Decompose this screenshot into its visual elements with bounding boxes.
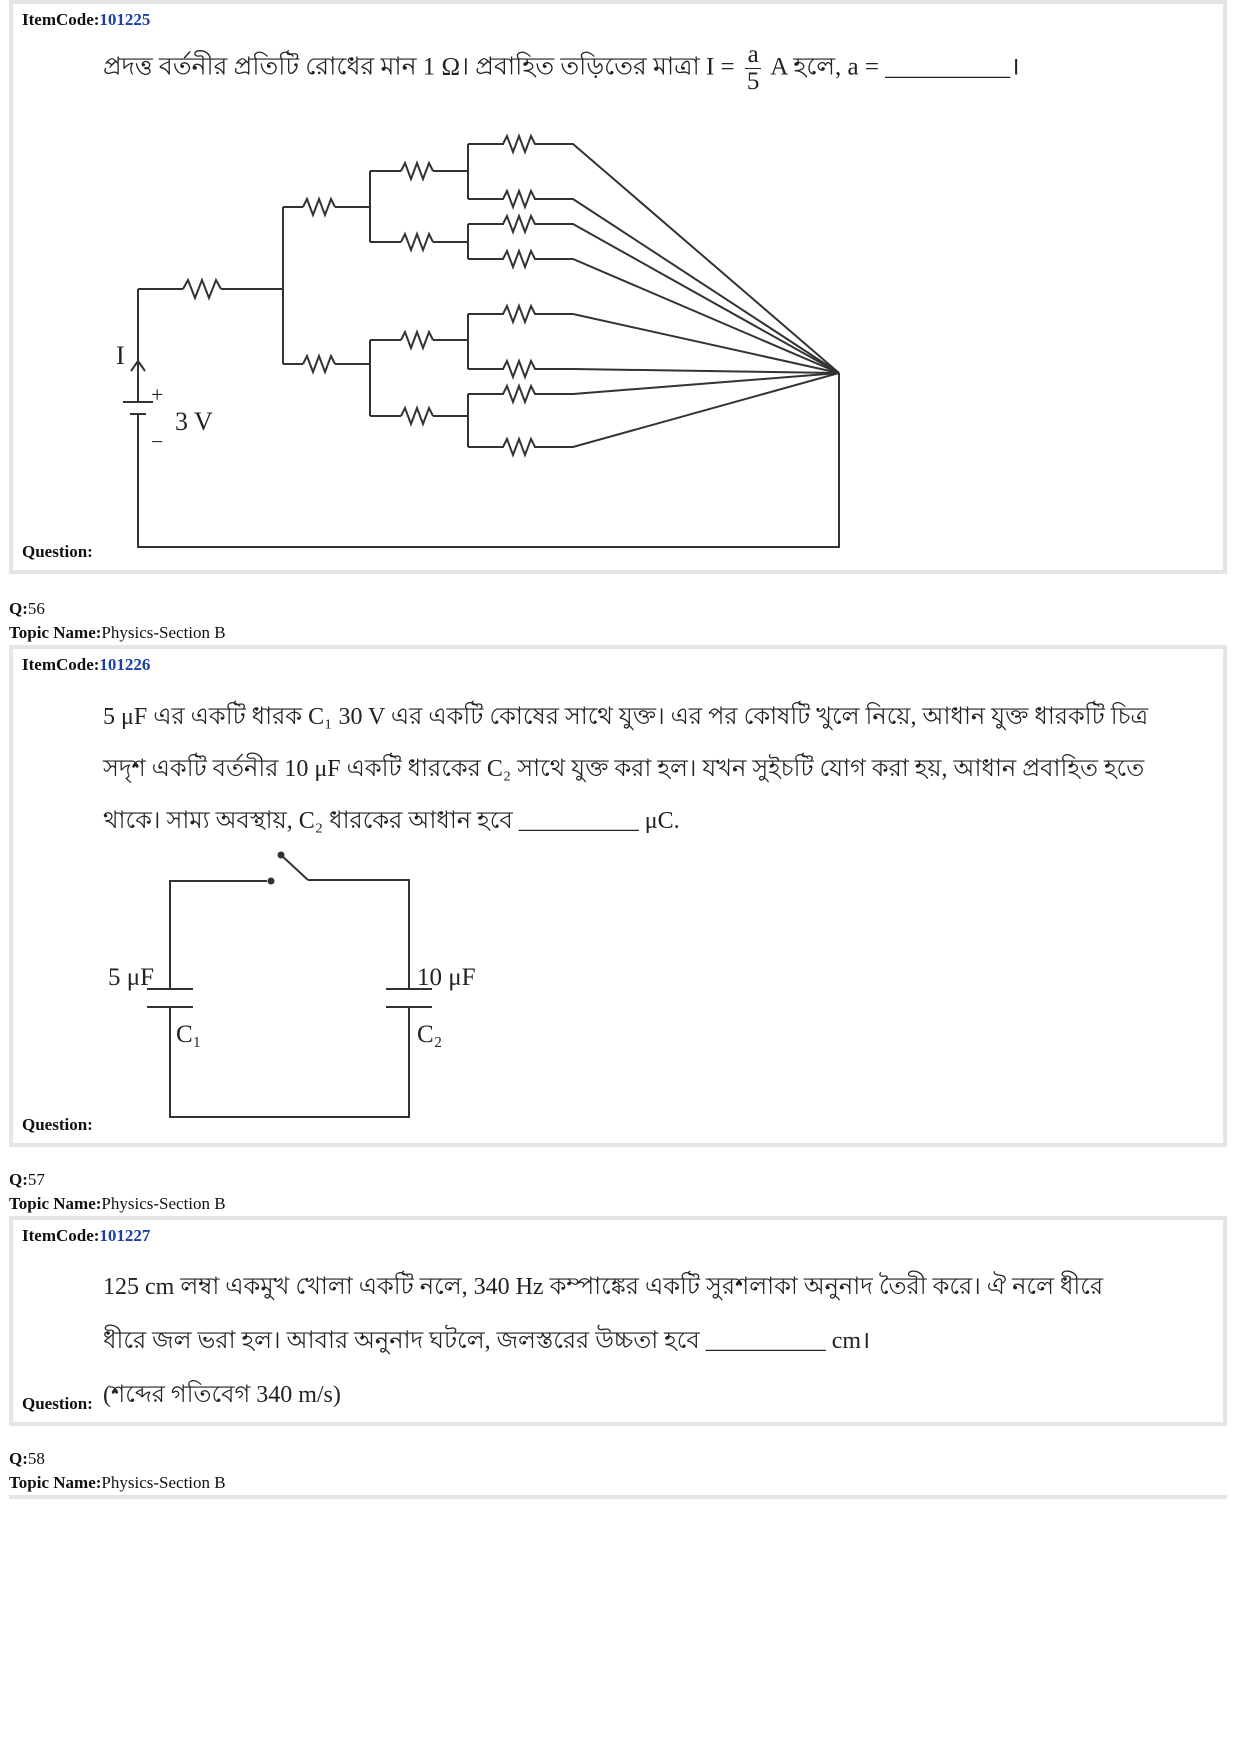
card-top-border (9, 1495, 1227, 1499)
question-label: Question: (22, 1394, 93, 1413)
topic-name: Physics-Section B (101, 1473, 226, 1492)
question-meta-56: Q:56 Topic Name:Physics-Section B (9, 599, 226, 642)
c2-value-label: 10 μF (417, 964, 476, 991)
question-card-101226 (9, 645, 1227, 1147)
question-label: Question: (22, 1115, 93, 1134)
itemcode-number: 101225 (99, 10, 151, 29)
question-card-101225 (9, 0, 1227, 574)
itemcode-number: 101227 (99, 1226, 151, 1245)
plus-sign: + (151, 382, 164, 407)
resistor-network-diagram (13, 4, 1223, 564)
question-text: প্রদত্ত বর্তনীর প্রতিটি রোধের মান 1 Ω। প্রবাহিত তড়িতের মাত্রা I = $\frac{a}{5}$ A হলে, a = __________। (103, 41, 1020, 96)
c1-name-label: C₁ (176, 1021, 202, 1048)
itemcode-label: ItemCode:101226 (22, 655, 151, 674)
question-label: Question: (22, 542, 93, 561)
current-label: I (116, 341, 125, 370)
itemcode-label: ItemCode:101227 (22, 1226, 151, 1245)
capacitor-circuit-diagram (13, 649, 613, 1149)
wire-bottom-return (138, 373, 839, 547)
topic-name: Physics-Section B (101, 1194, 226, 1213)
question-text: 125 cm লম্বা একমুখ খোলা একটি নলে, 340 Hz কম্পাঙ্কের একটি সুরশলাকা অনুনাদ তৈরী করে। ঐ নলে ধীরে ধীরে জল ভরা হল। আবার অনুনাদ ঘটলে, জলস্তরের উচ্চতা হবে __________ cm। (শব্দের গতিবেগ 340 m/s) (103, 1274, 1104, 1408)
question-card-101227 (9, 1216, 1227, 1426)
wire-left-top (170, 881, 267, 989)
question-number: 57 (27, 1170, 45, 1189)
resistor-upper-1 (303, 199, 335, 215)
minus-sign: − (151, 429, 164, 454)
resistor-main (183, 280, 221, 298)
fraction-a-over-5: $\frac{a}{5}$ (746, 41, 760, 96)
resistor-lower-2a (401, 332, 433, 348)
question-meta-57: Q:57 Topic Name:Physics-Section B (9, 1170, 226, 1213)
question-number: 58 (27, 1449, 45, 1468)
resistor-lower-1 (303, 356, 335, 372)
resistor-upper-2a (401, 163, 433, 179)
switch-lever (281, 855, 308, 880)
resistor-leaf-group (468, 136, 839, 455)
itemcode-label: ItemCode:101225 (22, 10, 151, 29)
wire-right-top (308, 880, 409, 989)
resistor-lower-2b (401, 408, 433, 424)
question-number: 56 (27, 599, 45, 618)
resistor-upper-2b (401, 234, 433, 250)
c1-value-label: 5 μF (108, 964, 155, 991)
itemcode-number: 101226 (99, 655, 151, 674)
topic-name: Physics-Section B (101, 623, 226, 642)
question-meta-58: Q:58 Topic Name:Physics-Section B (9, 1449, 226, 1492)
c2-name-label: C₂ (417, 1021, 443, 1048)
switch-pivot (278, 852, 285, 859)
switch-contact (268, 878, 275, 885)
voltage-label: 3 V (175, 407, 213, 436)
wire-bottom (170, 1007, 409, 1117)
question-text: 5 μF এর একটি ধারক C₁ 30 V এর একটি কোষের সাথে যুক্ত। এর পর কোষটি খুলে নিয়ে, আধান যুক্ত ধারকটি চিত্র সদৃশ একটি বর্তনীর 10 μF একটি ধারকের C₂ সাথে যুক্ত করা হল। যখন সুইচটি যোগ করা হয়, আধান প্রবাহিত হতে থাকে। সাম্য অবস্থায়, C₂ ধারকের আধান হবে __________ μC. (103, 704, 1149, 834)
